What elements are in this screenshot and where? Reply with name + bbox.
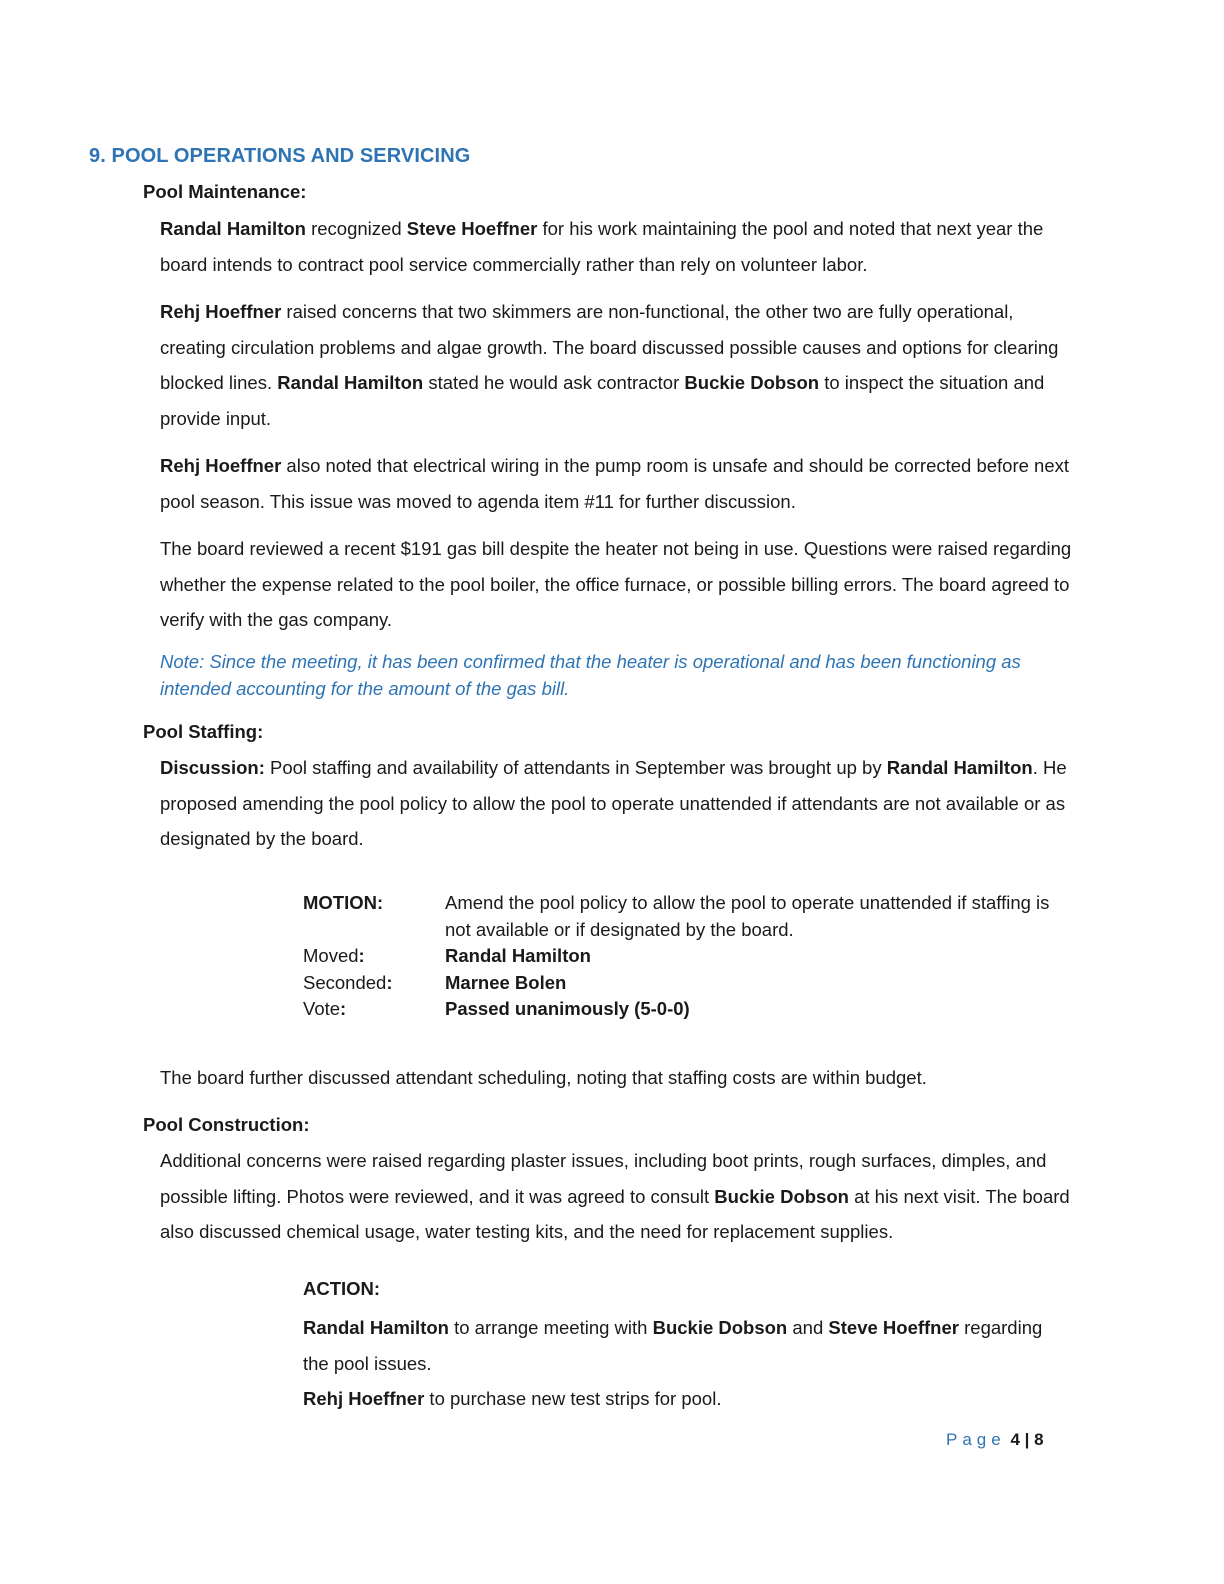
paragraph-text: for his work maintaining the pool and noted that next year the board intends to contract pool service commercially rather than rely on volunteer labor.: [160, 218, 1044, 275]
person-name: Rehj Hoeffner: [160, 455, 282, 476]
person-name: Buckie Dobson: [684, 372, 820, 393]
person-name: Rehj Hoeffner: [303, 1388, 425, 1409]
person-name: Randal Hamilton: [886, 757, 1033, 778]
page-number: 4 | 8: [1010, 1430, 1044, 1449]
seconded-label: Seconded: [303, 971, 387, 993]
maintenance-paragraph-4: The board reviewed a recent $191 gas bill despite the heater not being in use. Questions were raised regarding whether the expense related to the pool boiler, the office furnace, or possible billing errors. The board agreed to verify with the gas company.: [160, 538, 1072, 630]
person-name: Rehj Hoeffner: [160, 301, 282, 322]
paragraph-text: raised concerns that two skimmers are non-functional, the other two are fully operational, creating circulation problems and algae growth. The board discussed possible causes and options for clearing blocked lines.: [160, 301, 1059, 393]
pool-maintenance-heading: Pool Maintenance:: [143, 181, 307, 202]
paragraph-text: recognized: [305, 218, 407, 239]
person-name: Randal Hamilton: [277, 372, 424, 393]
motion-block: [303, 890, 1063, 1023]
label-colon: :: [358, 945, 365, 966]
moved-value: Randal Hamilton: [445, 945, 591, 966]
moved-label: Moved: [303, 945, 359, 966]
paragraph-text: regarding the pool issues.: [303, 1317, 1043, 1374]
motion-row: [303, 890, 1063, 943]
maintenance-note: Note: Since the meeting, it has been confirmed that the heater is operational and has been functioning as intended accounting for the amount of the gas bill.: [160, 651, 1021, 699]
vote-row: [303, 996, 1063, 1023]
label-colon: :: [386, 971, 393, 993]
action-list: [303, 1310, 1063, 1417]
staffing-discussion: [160, 750, 1075, 857]
label-colon: :: [340, 998, 347, 1019]
seconded-value: Marnee Bolen: [445, 971, 567, 993]
person-name: Randal Hamilton: [160, 218, 306, 239]
action-label: ACTION:: [303, 1278, 381, 1299]
person-name: Buckie Dobson: [652, 1317, 788, 1338]
paragraph-text: . He proposed amending the pool policy to allow the pool to operate unattended if attendants are not available or as designated by the board.: [160, 757, 1067, 849]
moved-row: [303, 943, 1063, 970]
paragraph-text: Pool staffing and availability of attendants in September was brought up by: [264, 757, 887, 778]
maintenance-paragraph-1: [160, 211, 1075, 282]
person-name: Buckie Dobson: [714, 1185, 849, 1207]
paragraph-text: at his next visit. The board also discussed chemical usage, water testing kits, and the need for replacement supplies.: [160, 1185, 1070, 1242]
page-word: Page: [946, 1430, 1006, 1449]
motion-text: Amend the pool policy to allow the pool to operate unattended if staffing is not available or if designated by the board.: [445, 892, 1050, 940]
paragraph-text: to arrange meeting with: [448, 1317, 653, 1338]
person-name: Steve Hoeffner: [828, 1317, 959, 1338]
page-footer: [946, 1430, 1044, 1450]
action-item: [303, 1381, 1063, 1417]
motion-label: MOTION:: [303, 892, 384, 913]
paragraph-text: stated he would ask contractor: [423, 372, 685, 393]
action-item: [303, 1310, 1063, 1381]
paragraph-text: to inspect the situation and provide input.: [160, 372, 1045, 429]
vote-label: Vote: [303, 998, 341, 1019]
maintenance-paragraph-3: [160, 448, 1075, 519]
vote-value: Passed unanimously (5-0-0): [445, 998, 690, 1019]
seconded-row: [303, 970, 1063, 997]
paragraph-text: and: [787, 1317, 829, 1338]
person-name: Randal Hamilton: [303, 1317, 449, 1338]
pool-staffing-heading: Pool Staffing:: [143, 721, 264, 742]
person-name: Steve Hoeffner: [406, 218, 538, 239]
paragraph-text: to purchase new test strips for pool.: [424, 1388, 722, 1409]
paragraph-text: Additional concerns were raised regarding plaster issues, including boot prints, rough surfaces, dimples, and possible lifting. Photos were reviewed, and it was agreed to consult: [160, 1150, 1047, 1207]
pool-construction-heading: Pool Construction:: [143, 1114, 310, 1135]
staffing-followup: The board further discussed attendant scheduling, noting that staffing costs are within budget.: [160, 1067, 927, 1088]
construction-paragraph: [160, 1143, 1075, 1250]
paragraph-text: also noted that electrical wiring in the pump room is unsafe and should be corrected before next pool season. This issue was moved to agenda item #11 for further discussion.: [160, 455, 1070, 512]
maintenance-paragraph-2: [160, 294, 1075, 436]
section-title: 9. POOL OPERATIONS AND SERVICING: [89, 145, 471, 167]
discussion-label: Discussion:: [160, 757, 265, 778]
